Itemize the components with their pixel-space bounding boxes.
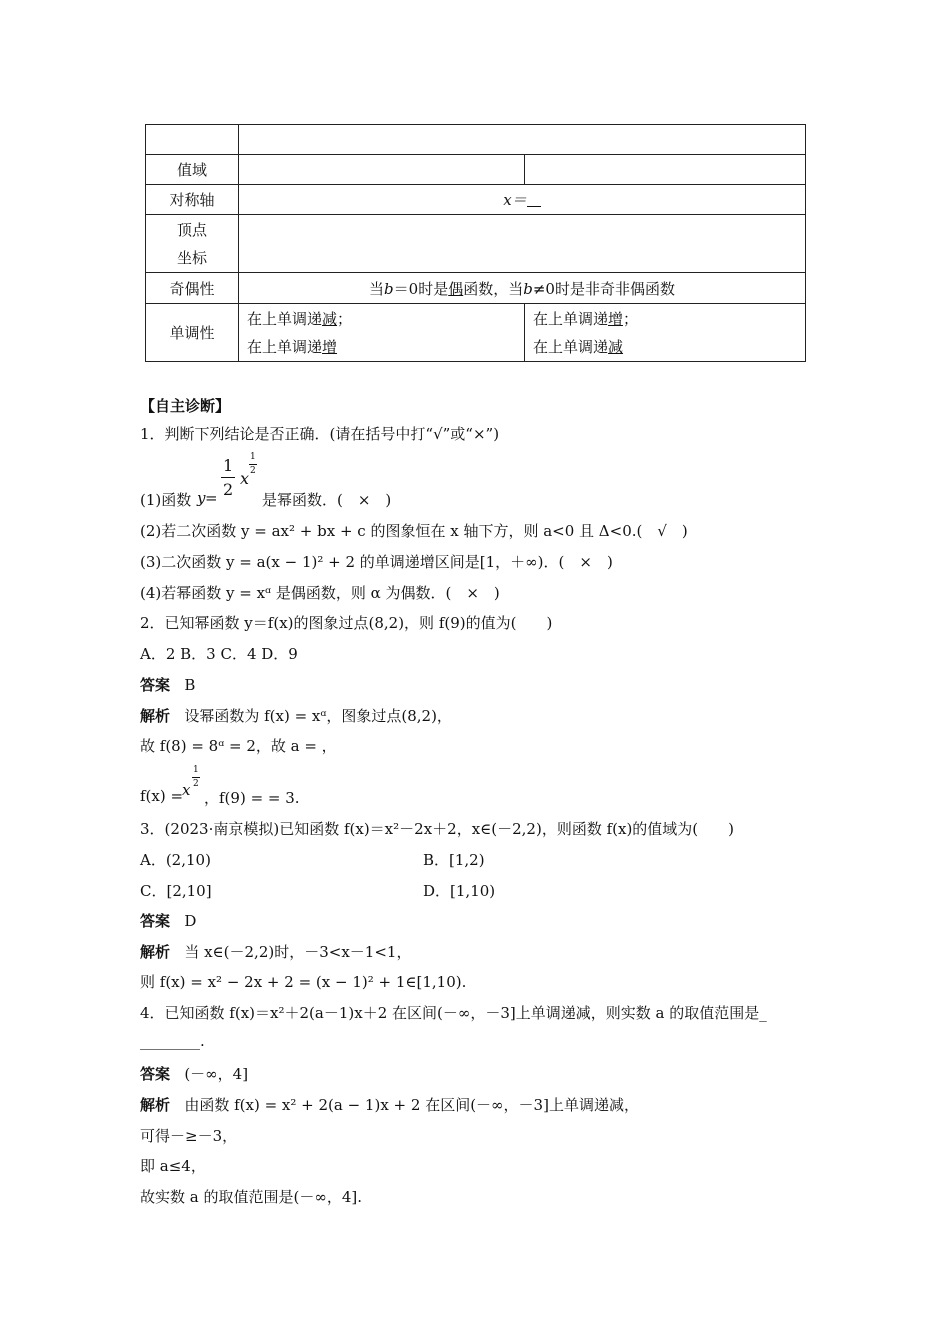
- q2-analysis-2: 故 f(8) = 8ᵅ = 2，故 a = ，: [140, 737, 337, 755]
- table-cell: [239, 215, 806, 273]
- q4-answer: 答案 (－∞，4]: [140, 1065, 249, 1083]
- q1-s1-eq: =: [205, 489, 218, 507]
- exponent-denominator: 2: [250, 466, 256, 476]
- q2-options: A．2 B．3 C．4 D．9: [140, 645, 298, 663]
- q4-blank: ________.: [140, 1032, 205, 1050]
- table-row: [146, 273, 806, 304]
- q3-answer: 答案 D: [140, 912, 197, 930]
- row-header-parity: 奇偶性: [146, 273, 239, 304]
- parity-text: 函数，当: [463, 279, 524, 298]
- parity-text: ≠0时是非奇非偶函数: [532, 279, 675, 298]
- mono-right-1: 在上单调递增；: [533, 309, 639, 328]
- q3-stem: 3．(2023·南京模拟)已知函数 f(x)＝x²－2x＋2，x∈(－2,2)，则函数 f(x)的值域为( ): [140, 820, 735, 838]
- exponent-bar: [249, 464, 257, 465]
- q4-analysis-2: 可得－≥－3，: [140, 1127, 238, 1145]
- mono-left: [239, 304, 525, 362]
- q4-analysis-3: 即 a≤4，: [140, 1157, 206, 1175]
- row-header-monotonicity: 单调性: [146, 304, 239, 362]
- base-x: x: [240, 469, 250, 488]
- exponent-bar: [192, 777, 200, 778]
- q2-a3-tail: ，f(9) = = 3.: [204, 789, 300, 807]
- q2-a3-text: f(x) =: [140, 787, 184, 805]
- table-cell: [146, 125, 239, 155]
- quadratic-properties-table: [145, 124, 806, 362]
- vertex-label-2: 坐标: [176, 248, 207, 267]
- fraction-blank: [527, 196, 541, 207]
- parity-even: 偶: [448, 279, 464, 298]
- q4-stem: 4．已知函数 f(x)＝x²＋2(a－1)x＋2 在区间(－∞，－3]上单调递减，则实数 a 的取值范围是_: [140, 1004, 767, 1022]
- q2-analysis-1: 解析 设幂函数为 f(x) = xᵅ，图象过点(8,2)，: [140, 707, 452, 725]
- q2-answer: 答案 B: [140, 676, 196, 694]
- parity-value: [239, 273, 806, 304]
- fraction-bar: [221, 477, 235, 478]
- q3-option-a: A．(2,10): [140, 851, 211, 869]
- parity-text: 当: [369, 279, 385, 298]
- exponent-numerator: 1: [193, 765, 199, 775]
- parity-var: b: [384, 279, 394, 298]
- table-cell: [239, 125, 806, 155]
- axis-expression: x＝: [503, 191, 527, 209]
- exponent-numerator: 1: [250, 452, 256, 462]
- table-row: [146, 185, 806, 215]
- fraction-numerator: 1: [223, 456, 234, 475]
- section-title: 【自主诊断】: [140, 397, 231, 415]
- q1-statement-2: (2)若二次函数 y = ax² + bx + c 的图象恒在 x 轴下方，则 a<0 且 Δ<0.( √ ): [140, 522, 688, 540]
- mono-left-1: 在上单调递减；: [247, 309, 353, 328]
- table-row: [146, 125, 806, 155]
- q3-analysis-2: 则 f(x) = x² − 2x + 2 = (x − 1)² + 1∈[1,10).: [140, 973, 467, 991]
- table-cell: [239, 155, 525, 185]
- q4-analysis-4: 故实数 a 的取值范围是(－∞，4].: [140, 1188, 362, 1206]
- q3-analysis-1: 解析 当 x∈(－2,2)时，－3<x－1<1，: [140, 943, 412, 961]
- q2-stem: 2．已知幂函数 y＝f(x)的图象过点(8,2)，则 f(9)的值为( ): [140, 614, 553, 632]
- q3-option-c: C．[2,10]: [140, 882, 212, 900]
- parity-var: b: [523, 279, 533, 298]
- mono-right-2: 在上单调递减: [533, 337, 624, 356]
- q1-s1-var: y: [197, 489, 206, 507]
- table-row: [146, 215, 806, 273]
- parity-text: ＝0时是: [393, 279, 449, 298]
- vertex-label-1: 顶点: [176, 220, 207, 239]
- table-cell: [525, 155, 806, 185]
- row-header-range: 值域: [146, 155, 239, 185]
- exponent-denominator: 2: [193, 779, 199, 789]
- table-row: [146, 155, 806, 185]
- q3-option-b: B．[1,2): [423, 851, 485, 869]
- base-x: x: [182, 781, 191, 799]
- q4-analysis-1: 解析 由函数 f(x) = x² + 2(a − 1)x + 2 在区间(－∞，－3]上单调递减，: [140, 1096, 639, 1114]
- fraction-denominator: 2: [223, 480, 234, 499]
- axis-value: [239, 185, 806, 215]
- q1-statement-4: (4)若幂函数 y = xᵅ 是偶函数，则 α 为偶数．( × ): [140, 584, 500, 602]
- row-header-vertex: [146, 215, 239, 273]
- q1-s1-text: (1)函数: [140, 491, 192, 509]
- mono-left-2: 在上单调递增: [247, 337, 338, 356]
- mono-right: [525, 304, 806, 362]
- q1-stem: 1．判断下列结论是否正确．(请在括号中打“√”或“×”): [140, 425, 500, 443]
- q1-statement-3: (3)二次函数 y = a(x − 1)² + 2 的单调递增区间是[1，＋∞)．( × ): [140, 553, 613, 571]
- q1-s1-tail: 是幂函数．( × ): [262, 491, 392, 509]
- q3-option-d: D．[1,10): [423, 882, 496, 900]
- table-row: [146, 304, 806, 362]
- row-header-axis: 对称轴: [146, 185, 239, 215]
